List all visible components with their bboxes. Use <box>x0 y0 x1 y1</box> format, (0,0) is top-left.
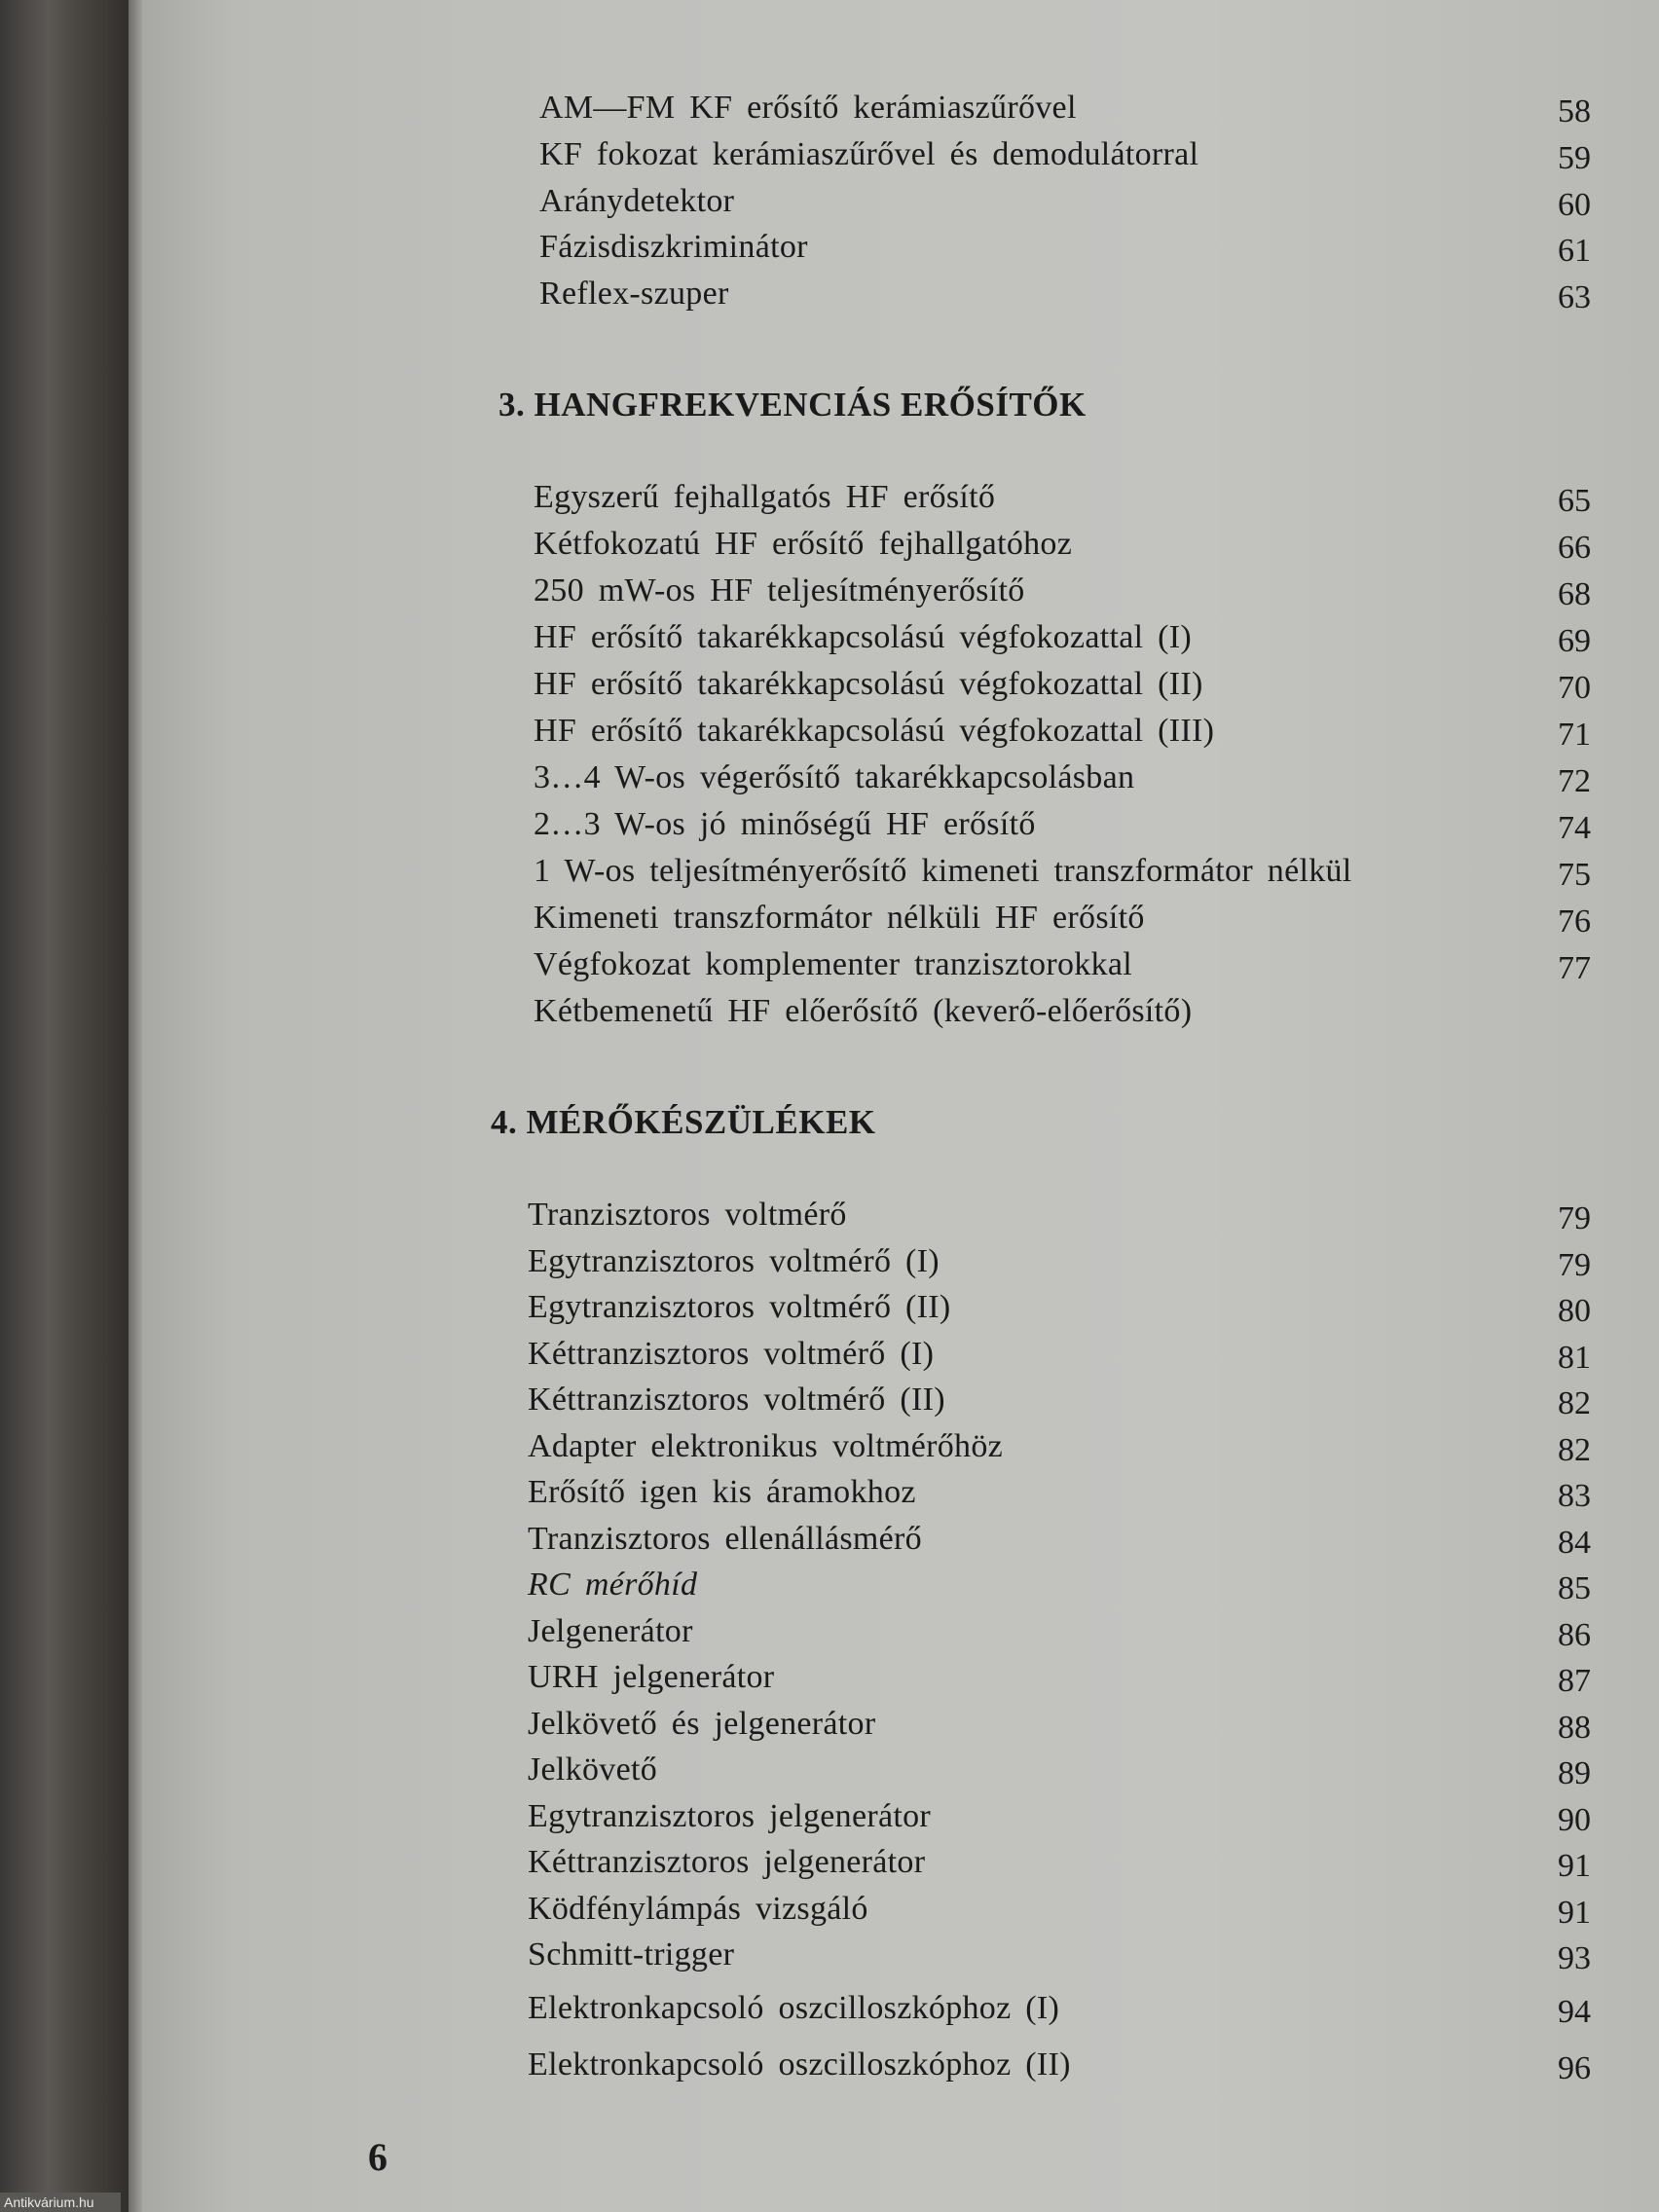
toc-entry-page: 85 <box>1558 1570 1591 1606</box>
toc-entry-page: 79 <box>1558 1247 1591 1283</box>
toc-entry <box>534 759 1620 804</box>
toc-entry <box>539 136 1620 181</box>
toc-entry-page: 71 <box>1558 717 1591 753</box>
toc-entry-page: 79 <box>1558 1200 1591 1236</box>
toc-entry-title: Jelkövető <box>528 1751 658 1788</box>
toc-entry-page: 82 <box>1558 1432 1591 1468</box>
toc-entry-page: 93 <box>1558 1940 1591 1976</box>
toc-entry <box>534 713 1620 757</box>
toc-entry <box>528 1844 1620 1889</box>
toc-entry <box>528 1289 1620 1334</box>
toc-entry <box>528 1336 1620 1381</box>
toc-entry-title: 250 mW-os HF teljesítményerősítő <box>534 572 1025 608</box>
toc-entry-title: Adapter elektronikus voltmérőhöz <box>528 1428 1004 1464</box>
toc-entry-page: 66 <box>1558 530 1591 566</box>
toc-entry <box>528 1382 1620 1426</box>
toc-entry-page: 68 <box>1558 576 1591 612</box>
toc-entry-page: 89 <box>1558 1755 1591 1791</box>
toc-entry-title: URH jelgenerátor <box>528 1659 775 1695</box>
toc-entry <box>528 1474 1620 1519</box>
toc-entry-page: 83 <box>1558 1478 1591 1514</box>
toc-entry-title: Egytranzisztoros jelgenerátor <box>528 1798 932 1834</box>
section-heading: 4. MÉRŐKÉSZÜLÉKEK <box>491 1103 876 1141</box>
toc-entry <box>539 183 1620 228</box>
toc-entry <box>528 2046 1620 2091</box>
toc-entry <box>528 1428 1620 1473</box>
toc-entry-page: 80 <box>1558 1293 1591 1329</box>
toc-entry-title: Aránydetektor <box>539 183 735 219</box>
toc-entry-page: 70 <box>1558 670 1591 706</box>
toc-entry-page: 91 <box>1558 1895 1591 1931</box>
toc-entry-title: Kétbemenetű HF előerősítő (keverő-előerősítő) <box>534 993 1193 1029</box>
toc-entry-page: 86 <box>1558 1617 1591 1653</box>
toc-entry-title: RC mérőhíd <box>528 1567 698 1603</box>
toc-entry-title: Fázisdiszkriminátor <box>539 229 808 265</box>
toc-entry <box>528 1990 1620 2035</box>
toc-entry-title: Elektronkapcsoló oszcilloszkóphoz (I) <box>528 1990 1060 2026</box>
toc-entry <box>534 853 1620 898</box>
toc-entry-title: Reflex-szuper <box>539 276 729 312</box>
toc-entry-title: KF fokozat kerámiaszűrővel és demodulátorral <box>539 136 1199 172</box>
toc-entry-title: HF erősítő takarékkapcsolású végfokozattal (III) <box>534 713 1215 749</box>
toc-entry-page: 77 <box>1558 950 1591 986</box>
toc-entry-title: Kéttranzisztoros jelgenerátor <box>528 1844 926 1880</box>
toc-entry-page: 82 <box>1558 1385 1591 1421</box>
toc-entry-title: Ködfénylámpás vizsgáló <box>528 1891 868 1927</box>
toc-entry <box>534 479 1620 524</box>
toc-entry <box>539 229 1620 274</box>
toc-entry <box>534 806 1620 851</box>
toc-entry-title: Egyszerű fejhallgatós HF erősítő <box>534 479 996 515</box>
toc-entry-title: Kimeneti transzformátor nélküli HF erősítő <box>534 900 1145 936</box>
toc-entry <box>528 1243 1620 1288</box>
toc-entry-page: 74 <box>1558 810 1591 846</box>
toc-entry-title: Végfokozat komplementer tranzisztorokkal <box>534 946 1132 982</box>
toc-entry <box>539 90 1620 134</box>
toc-page <box>142 0 1659 2212</box>
toc-entry-page: 69 <box>1558 623 1591 659</box>
toc-entry-page: 81 <box>1558 1340 1591 1376</box>
toc-entry-title: AM—FM KF erősítő kerámiaszűrővel <box>539 90 1077 126</box>
toc-entry-title: 3…4 W-os végerősítő takarékkapcsolásban <box>534 759 1135 795</box>
toc-entry <box>534 572 1620 617</box>
toc-entry-page: 65 <box>1558 483 1591 519</box>
toc-entry-page: 84 <box>1558 1525 1591 1561</box>
toc-entry <box>528 1659 1620 1704</box>
toc-entry <box>528 1706 1620 1751</box>
toc-entry-title: Tranzisztoros voltmérő <box>528 1197 847 1233</box>
toc-entry-page: 88 <box>1558 1710 1591 1746</box>
page-number: 6 <box>368 2135 387 2179</box>
toc-entry-page: 91 <box>1558 1848 1591 1884</box>
toc-entry-title: 1 W-os teljesítményerősítő kimeneti transzformátor nélkül <box>534 853 1352 889</box>
toc-entry-page: 75 <box>1558 857 1591 893</box>
section-heading: 3. HANGFREKVENCIÁS ERŐSÍTŐK <box>498 386 1087 424</box>
toc-entry <box>534 526 1620 571</box>
toc-entry-title: Egytranzisztoros voltmérő (I) <box>528 1243 940 1279</box>
toc-entry-title: Elektronkapcsoló oszcilloszkóphoz (II) <box>528 2046 1071 2083</box>
toc-entry <box>528 1891 1620 1936</box>
toc-entry-page: 72 <box>1558 763 1591 799</box>
toc-entry-title: HF erősítő takarékkapcsolású végfokozattal (II) <box>534 666 1203 702</box>
toc-entry-title: Jelgenerátor <box>528 1613 693 1649</box>
toc-entry <box>528 1936 1620 1981</box>
toc-entry <box>534 946 1620 991</box>
toc-entry-page: 76 <box>1558 903 1591 940</box>
toc-entry-title: Kéttranzisztoros voltmérő (II) <box>528 1382 945 1418</box>
toc-entry <box>528 1751 1620 1796</box>
toc-entry-title: Egytranzisztoros voltmérő (II) <box>528 1289 951 1325</box>
toc-entry-title: HF erősítő takarékkapcsolású végfokozattal (I) <box>534 619 1193 655</box>
toc-entry <box>528 1798 1620 1843</box>
toc-entry-title: Tranzisztoros ellenállásmérő <box>528 1521 922 1557</box>
toc-entry-title: Schmitt-trigger <box>528 1936 735 1972</box>
toc-entry <box>534 993 1620 1038</box>
toc-entry-title: 2…3 W-os jó minőségű HF erősítő <box>534 806 1036 842</box>
watermark: Antikvárium.hu <box>0 2193 121 2212</box>
toc-entry-title: Kétfokozatú HF erősítő fejhallgatóhoz <box>534 526 1073 562</box>
toc-entry-page: 60 <box>1558 187 1591 223</box>
toc-entry <box>528 1521 1620 1566</box>
toc-entry-title: Erősítő igen kis áramokhoz <box>528 1474 916 1510</box>
toc-entry-page: 87 <box>1558 1663 1591 1699</box>
toc-entry-page: 58 <box>1558 93 1591 129</box>
toc-entry-page: 90 <box>1558 1802 1591 1838</box>
toc-entry <box>528 1613 1620 1658</box>
toc-entry-page: 59 <box>1558 140 1591 176</box>
toc-entry <box>534 619 1620 664</box>
toc-entry <box>528 1197 1620 1241</box>
toc-entry-page: 61 <box>1558 233 1591 269</box>
toc-entry-page: 96 <box>1558 2050 1591 2086</box>
book-spine-shadow <box>0 0 136 2212</box>
toc-entry <box>534 900 1620 944</box>
toc-entry <box>534 666 1620 711</box>
toc-entry <box>539 276 1620 320</box>
toc-entry-title: Jelkövető és jelgenerátor <box>528 1706 876 1742</box>
toc-entry-title: Kéttranzisztoros voltmérő (I) <box>528 1336 935 1372</box>
toc-entry-page: 94 <box>1558 1994 1591 2030</box>
toc-entry <box>528 1567 1620 1611</box>
toc-entry-page: 63 <box>1558 279 1591 315</box>
